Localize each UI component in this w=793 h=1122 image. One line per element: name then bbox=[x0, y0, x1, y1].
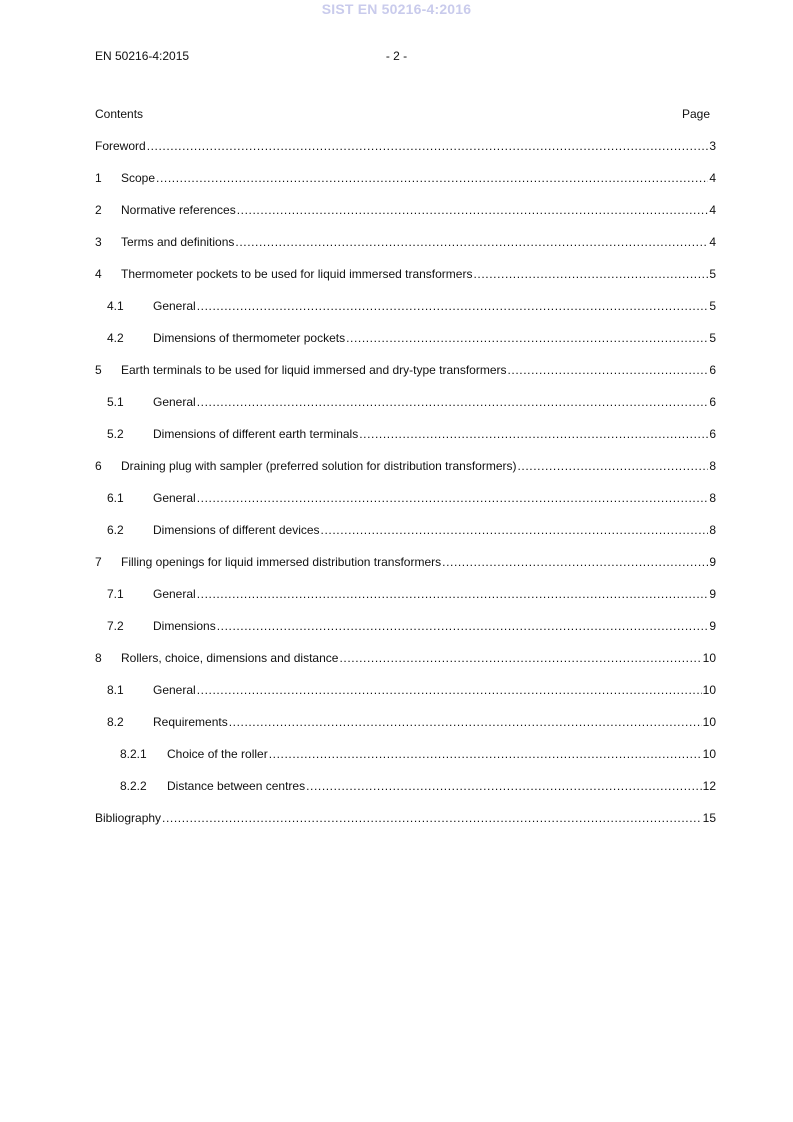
toc-entry-title: Choice of the roller bbox=[167, 747, 268, 761]
toc-entry-number: 8.2.2 bbox=[120, 779, 147, 793]
toc-entry-page: 10 bbox=[702, 651, 716, 665]
toc-entry-number: 1 bbox=[95, 171, 102, 185]
toc-dot-leader bbox=[229, 714, 702, 730]
toc-entry-title: General bbox=[153, 587, 196, 601]
toc-entry-number: 8 bbox=[95, 651, 102, 665]
toc-dot-leader bbox=[197, 394, 709, 410]
toc-entry-number: 4.2 bbox=[107, 331, 124, 345]
toc-entry-title: Dimensions of different earth terminals bbox=[153, 427, 359, 441]
toc-entry-number: 7.2 bbox=[107, 619, 124, 633]
toc-entry-title: Scope bbox=[121, 171, 156, 185]
toc-dot-leader bbox=[147, 138, 709, 154]
toc-entry-title: Requirements bbox=[153, 715, 228, 729]
toc-dot-leader bbox=[442, 554, 708, 570]
toc-dot-leader bbox=[162, 810, 702, 826]
toc-entry-number: 8.2.1 bbox=[120, 747, 147, 761]
toc-entry-page: 5 bbox=[709, 267, 716, 281]
table-of-contents bbox=[95, 138, 716, 842]
toc-entry[interactable] bbox=[95, 810, 716, 842]
toc-entry-page: 15 bbox=[702, 811, 716, 825]
toc-entry[interactable] bbox=[95, 490, 716, 522]
toc-entry-page: 4 bbox=[709, 235, 716, 249]
toc-dot-leader bbox=[473, 266, 708, 282]
toc-entry-title: General bbox=[153, 395, 196, 409]
toc-entry-title: General bbox=[153, 299, 196, 313]
toc-entry-title: Foreword bbox=[95, 139, 146, 153]
toc-entry[interactable] bbox=[95, 170, 716, 202]
toc-entry-number: 7.1 bbox=[107, 587, 124, 601]
toc-entry[interactable] bbox=[95, 458, 716, 490]
watermark: SIST EN 50216-4:2016 bbox=[321, 1, 472, 17]
document-id: EN 50216-4:2015 bbox=[95, 49, 190, 63]
toc-entry[interactable] bbox=[95, 138, 716, 170]
toc-entry[interactable] bbox=[95, 554, 716, 586]
toc-entry[interactable] bbox=[95, 714, 716, 746]
toc-dot-leader bbox=[339, 650, 701, 666]
toc-entry[interactable] bbox=[95, 298, 716, 330]
toc-dot-leader bbox=[321, 522, 709, 538]
toc-entry-title: Terms and definitions bbox=[121, 235, 235, 249]
toc-dot-leader bbox=[235, 234, 708, 250]
toc-entry[interactable] bbox=[95, 522, 716, 554]
toc-entry[interactable] bbox=[95, 266, 716, 298]
toc-entry-page: 12 bbox=[702, 779, 716, 793]
toc-entry-number: 3 bbox=[95, 235, 102, 249]
toc-entry-page: 6 bbox=[709, 363, 716, 377]
toc-entry[interactable] bbox=[95, 778, 716, 810]
toc-entry-number: 2 bbox=[95, 203, 102, 217]
toc-entry[interactable] bbox=[95, 682, 716, 714]
toc-entry-page: 3 bbox=[709, 139, 716, 153]
toc-entry-page: 9 bbox=[709, 619, 716, 633]
toc-entry-number: 5.1 bbox=[107, 395, 124, 409]
toc-dot-leader bbox=[306, 778, 702, 794]
toc-entry-number: 4.1 bbox=[107, 299, 124, 313]
toc-entry-title: Rollers, choice, dimensions and distance bbox=[121, 651, 339, 665]
contents-heading: Contents bbox=[95, 107, 144, 121]
toc-entry-number: 8.1 bbox=[107, 683, 124, 697]
toc-entry-number: 5 bbox=[95, 363, 102, 377]
toc-entry-title: Dimensions of thermometer pockets bbox=[153, 331, 346, 345]
toc-entry-page: 6 bbox=[709, 427, 716, 441]
toc-entry-page: 8 bbox=[709, 459, 716, 473]
toc-dot-leader bbox=[359, 426, 708, 442]
toc-entry[interactable] bbox=[95, 746, 716, 778]
toc-entry-title: Normative references bbox=[121, 203, 236, 217]
toc-entry-title: Dimensions of different devices bbox=[153, 523, 320, 537]
toc-dot-leader bbox=[197, 682, 702, 698]
toc-entry-number: 8.2 bbox=[107, 715, 124, 729]
toc-dot-leader bbox=[156, 170, 708, 186]
toc-entry-title: Dimensions bbox=[153, 619, 216, 633]
toc-dot-leader bbox=[217, 618, 709, 634]
toc-dot-leader bbox=[237, 202, 709, 218]
toc-entry-page: 4 bbox=[709, 171, 716, 185]
toc-dot-leader bbox=[197, 490, 709, 506]
toc-entry-page: 10 bbox=[702, 715, 716, 729]
toc-entry-title: General bbox=[153, 491, 196, 505]
toc-entry-page: 8 bbox=[709, 523, 716, 537]
toc-entry-title: Earth terminals to be used for liquid immersed and dry-type transformers bbox=[121, 363, 507, 377]
toc-entry-title: Thermometer pockets to be used for liquid immersed transformers bbox=[121, 267, 473, 281]
toc-entry-page: 9 bbox=[709, 587, 716, 601]
toc-entry[interactable] bbox=[95, 426, 716, 458]
toc-dot-leader bbox=[197, 298, 709, 314]
toc-entry[interactable] bbox=[95, 394, 716, 426]
toc-entry-page: 9 bbox=[709, 555, 716, 569]
toc-dot-leader bbox=[269, 746, 702, 762]
toc-entry[interactable] bbox=[95, 330, 716, 362]
toc-entry-number: 4 bbox=[95, 267, 102, 281]
toc-entry-title: General bbox=[153, 683, 196, 697]
toc-entry-page: 4 bbox=[709, 203, 716, 217]
page-number: - 2 - bbox=[385, 49, 408, 63]
toc-entry[interactable] bbox=[95, 618, 716, 650]
toc-entry-title: Draining plug with sampler (preferred solution for distribution transformers) bbox=[121, 459, 517, 473]
toc-dot-leader bbox=[518, 458, 709, 474]
toc-entry-page: 10 bbox=[702, 747, 716, 761]
toc-entry-number: 5.2 bbox=[107, 427, 124, 441]
toc-entry-title: Bibliography bbox=[95, 811, 162, 825]
toc-entry-page: 5 bbox=[709, 331, 716, 345]
toc-entry[interactable] bbox=[95, 586, 716, 618]
toc-entry[interactable] bbox=[95, 202, 716, 234]
toc-dot-leader bbox=[197, 586, 709, 602]
toc-entry-title: Filling openings for liquid immersed distribution transformers bbox=[121, 555, 442, 569]
toc-entry[interactable] bbox=[95, 362, 716, 394]
page-column-heading: Page bbox=[681, 107, 710, 121]
toc-entry-number: 6.1 bbox=[107, 491, 124, 505]
toc-entry-title: Distance between centres bbox=[167, 779, 306, 793]
toc-entry-page: 6 bbox=[709, 395, 716, 409]
toc-entry-number: 6 bbox=[95, 459, 102, 473]
toc-entry[interactable] bbox=[95, 650, 716, 682]
toc-entry-number: 6.2 bbox=[107, 523, 124, 537]
toc-entry-number: 7 bbox=[95, 555, 102, 569]
toc-dot-leader bbox=[346, 330, 708, 346]
toc-entry-page: 10 bbox=[702, 683, 716, 697]
toc-dot-leader bbox=[508, 362, 709, 378]
toc-entry-page: 8 bbox=[709, 491, 716, 505]
toc-entry-page: 5 bbox=[709, 299, 716, 313]
toc-entry[interactable] bbox=[95, 234, 716, 266]
